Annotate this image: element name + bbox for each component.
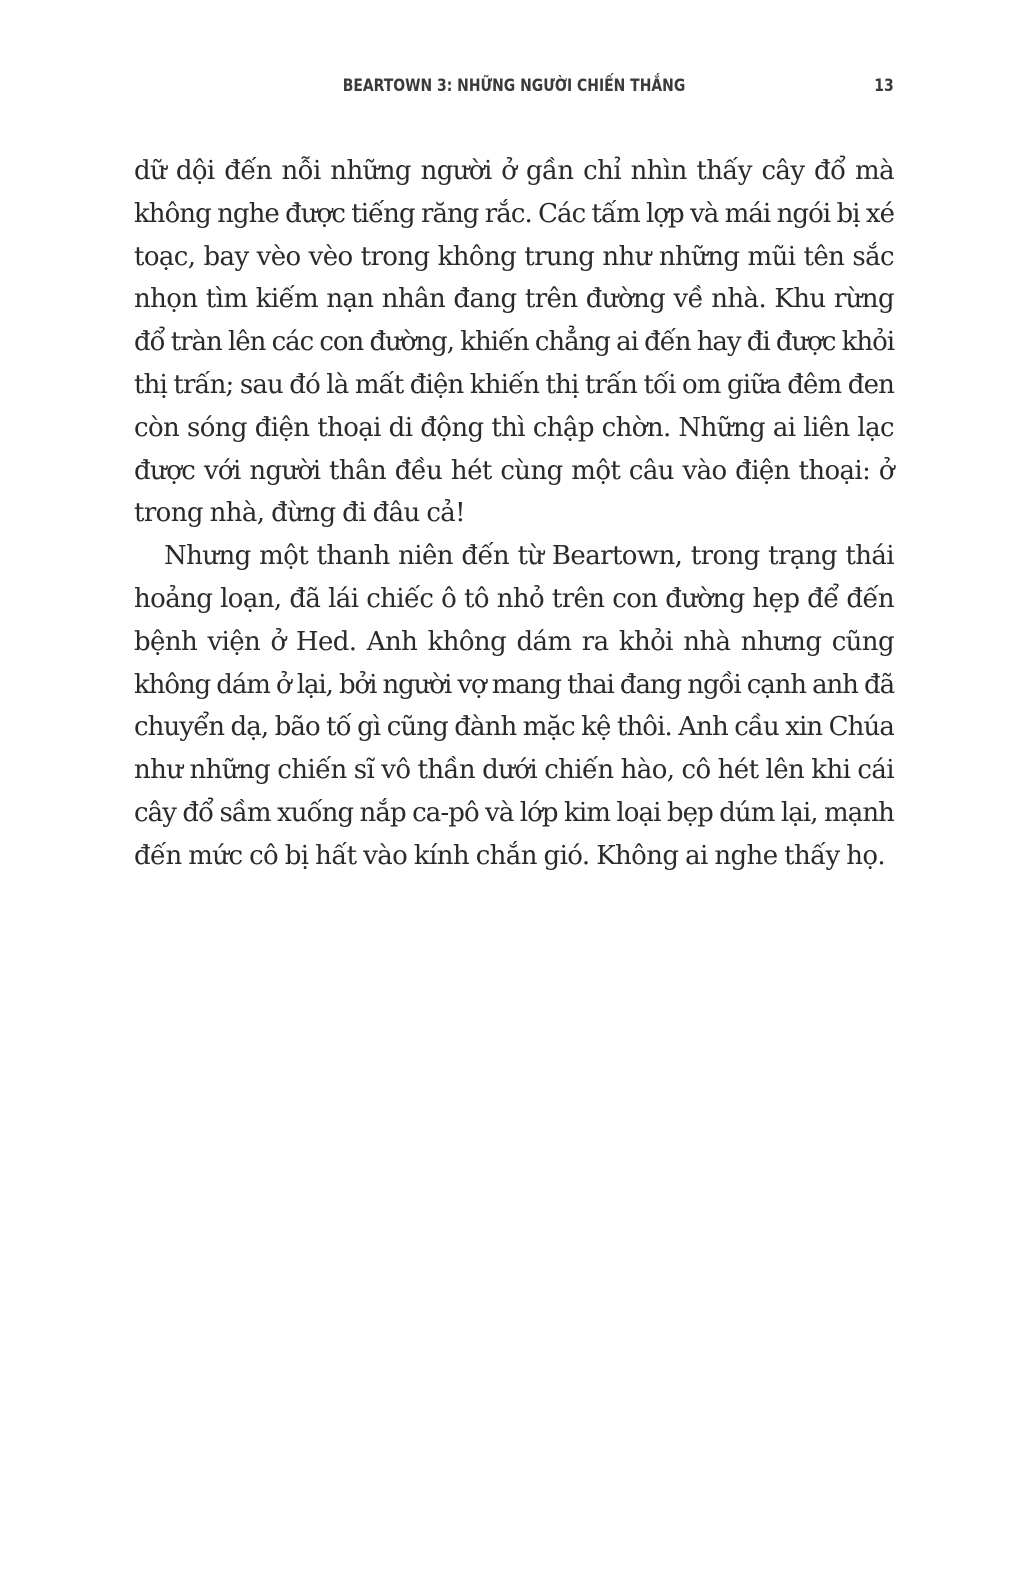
text-line: không nghe được tiếng răng rắc. Các tấm lợp và mái ngói bị xé [134,198,894,229]
text-line: toạc, bay vèo vèo trong không trung như những mũi tên sắc [134,241,894,272]
text-line: nhọn tìm kiếm nạn nhân đang trên đường về nhà. Khu rừng [134,284,894,315]
text-line: được với người thân đều hét cùng một câu vào điện thoại: ở [134,455,894,486]
text-line: chuyển dạ, bão tố gì cũng đành mặc kệ thôi. Anh cầu xin Chúa [134,712,894,743]
text-line: cây đổ sầm xuống nắp ca-pô và lớp kim loại bẹp dúm lại, mạnh [134,797,894,828]
running-title: BEARTOWN 3: NHỮNG NGƯỜI CHIẾN THẮNG [342,76,686,96]
text-line: còn sóng điện thoại di động thì chập chờn. Những ai liên lạc [134,412,894,443]
text-line: không dám ở lại, bởi người vợ mang thai đang ngồi cạnh anh đã [134,669,894,700]
text-line: bệnh viện ở Hed. Anh không dám ra khỏi nhà nhưng cũng [134,626,894,657]
text-line: đến mức cô bị hất vào kính chắn gió. Không ai nghe thấy họ. [134,840,886,871]
page-number: 13 [874,76,894,96]
text-line: Nhưng một thanh niên đến từ Beartown, trong trạng thái [164,541,894,572]
text-line: hoảng loạn, đã lái chiếc ô tô nhỏ trên con đường hẹp để đến [134,583,894,614]
paragraph-2 [134,535,894,877]
text-line: như những chiến sĩ vô thần dưới chiến hào, cô hét lên khi cái [134,755,894,786]
text-line: thị trấn; sau đó là mất điện khiến thị trấn tối om giữa đêm đen [134,369,894,400]
text-line: dữ dội đến nỗi những người ở gần chỉ nhìn thấy cây đổ mà [134,156,894,186]
body-text [134,150,894,878]
paragraph-1 [134,150,894,535]
text-line: đổ tràn lên các con đường, khiến chẳng ai đến hay đi được khỏi [134,327,894,358]
running-header [134,76,894,104]
text-line: trong nhà, đừng đi đâu cả! [134,498,466,529]
